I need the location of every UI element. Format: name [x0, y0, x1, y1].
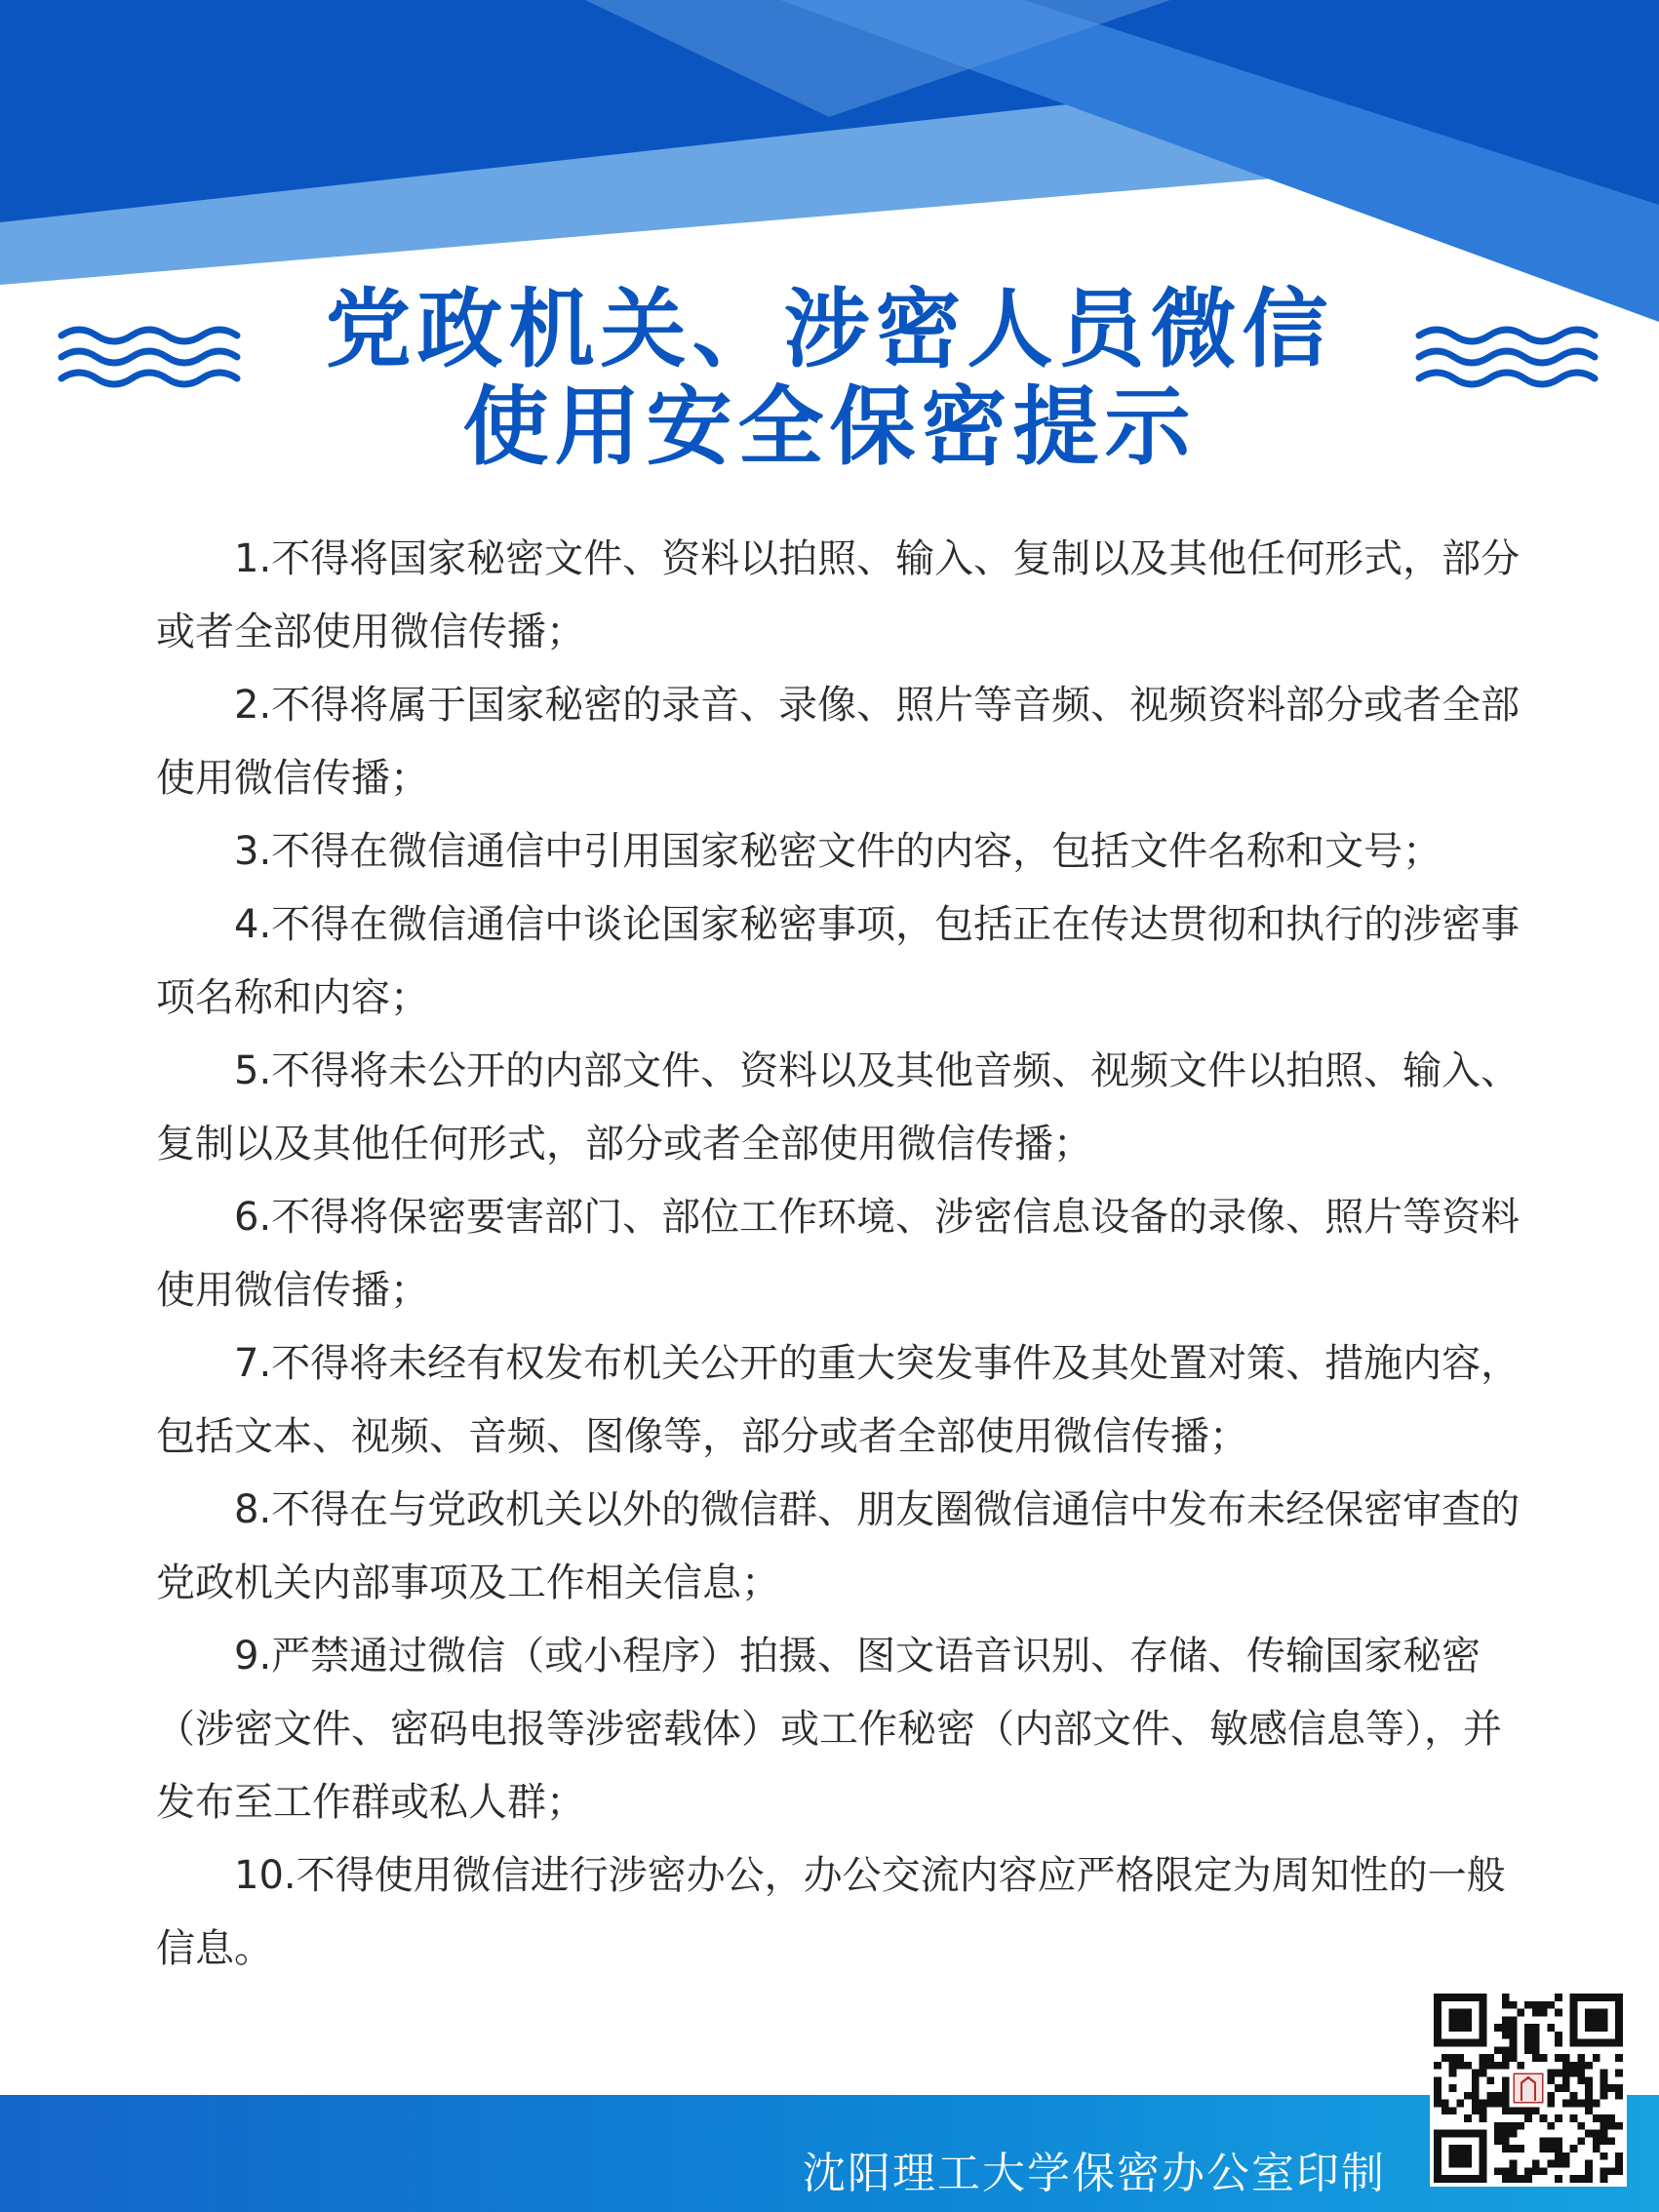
- notice-item: 7.不得将未经有权发布机关公开的重大突发事件及其处置对策、措施内容，包括文本、视频、音频、图像等，部分或者全部使用微信传播；: [156, 1341, 1521, 1459]
- notice-item: 10.不得使用微信进行涉密办公，办公交流内容应严格限定为周知性的一般信息。: [156, 1853, 1506, 1971]
- notice-item: 6.不得将保密要害部门、部位工作环境、涉密信息设备的录像、照片等资料使用微信传播；: [156, 1195, 1521, 1313]
- notice-item: 4.不得在微信通信中谈论国家秘密事项，包括正在传达贯彻和执行的涉密事项名称和内容；: [156, 902, 1521, 1020]
- notice-item: 8.不得在与党政机关以外的微信群、朋友圈微信通信中发布未经保密审查的党政机关内部事项及工作相关信息；: [156, 1487, 1521, 1605]
- waves-icon: [57, 322, 252, 392]
- notice-item: 9.严禁通过微信（或小程序）拍摄、图文语音识别、存储、传输国家秘密（涉密文件、密码电报等涉密载体）或工作秘密（内部文件、敏感信息等），并发布至工作群或私人群；: [156, 1634, 1502, 1825]
- footer-text: 沈阳理工大学保密办公室印制: [803, 2149, 1386, 2198]
- notice-item: 1.不得将国家秘密文件、资料以拍照、输入、复制以及其他任何形式，部分或者全部使用微信传播；: [156, 536, 1521, 654]
- notice-item: 5.不得将未公开的内部文件、资料以及其他音频、视频文件以拍照、输入、复制以及其他任何形式，部分或者全部使用微信传播；: [156, 1048, 1521, 1166]
- title-line-2: 使用安全保密提示: [462, 375, 1197, 477]
- title-line-1: 党政机关、涉密人员微信: [325, 278, 1334, 379]
- waves-icon: [1414, 322, 1609, 392]
- notice-item: 2.不得将属于国家秘密的录音、录像、照片等音频、视频资料部分或者全部使用微信传播；: [156, 683, 1521, 801]
- notice-body: [156, 523, 1523, 1986]
- qr-code-icon: [1430, 1990, 1627, 2187]
- notice-item: 3.不得在微信通信中引用国家秘密文件的内容，包括文件名称和文号；: [234, 829, 1442, 874]
